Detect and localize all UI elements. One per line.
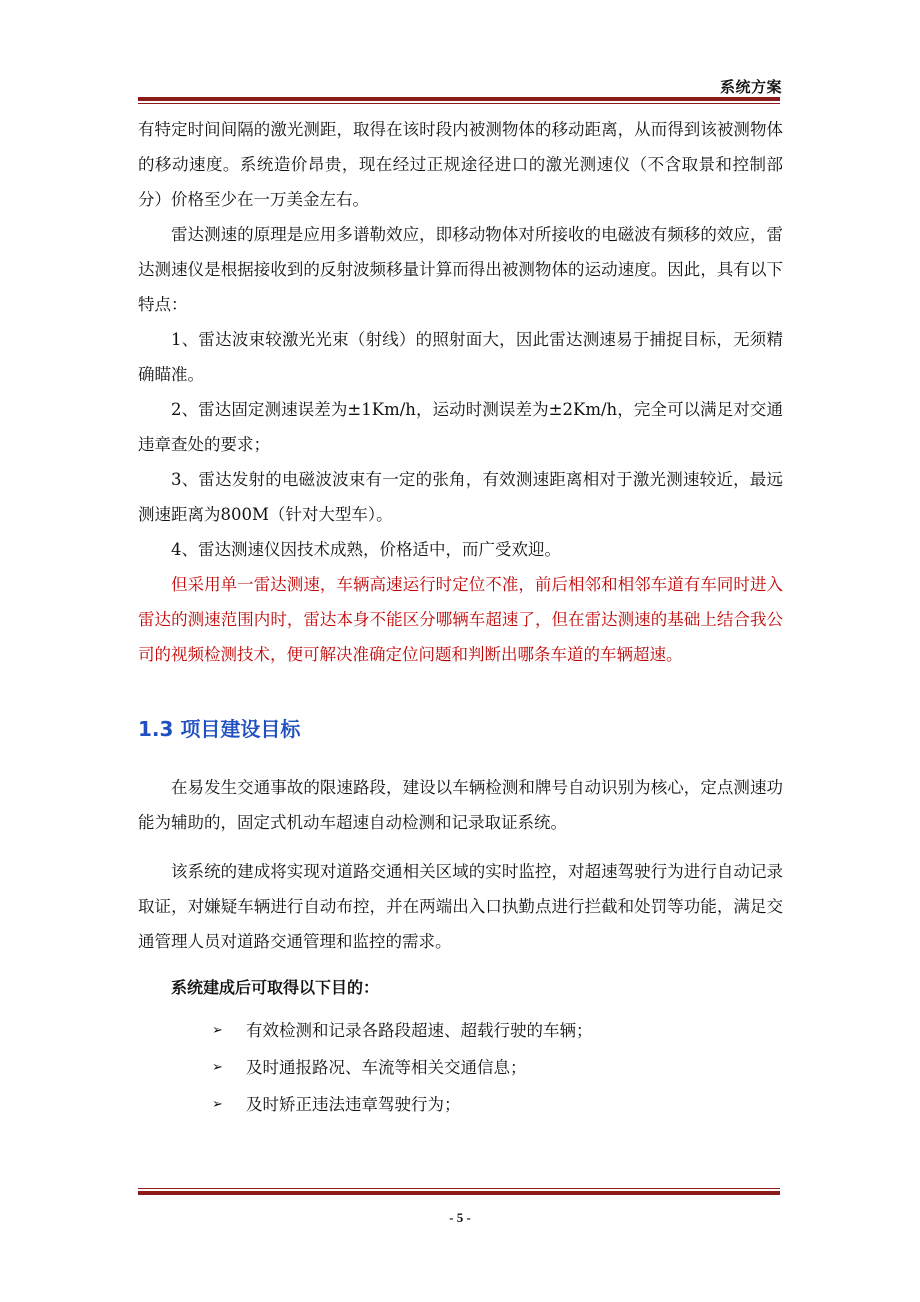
header-rule-thin: [138, 103, 780, 104]
radar-feature-4: 4、雷达测速仪因技术成熟，价格适中，而广受欢迎。: [171, 540, 561, 559]
arrow-bullet-icon: ➢: [212, 1060, 223, 1075]
goal-item: [138, 1086, 783, 1123]
goals-list: [138, 1012, 783, 1123]
arrow-bullet-icon: ➢: [212, 1097, 223, 1112]
radar-feature-1: 1、雷达波束较激光光束（射线）的照射面大，因此雷达测速易于捕捉目标，无须精确瞄准。: [138, 330, 783, 384]
footer-rule-thin: [138, 1188, 780, 1189]
goals-intro: 系统建成后可取得以下目的：: [171, 978, 380, 997]
body-paragraph: 雷达测速的原理是应用多谱勒效应，即移动物体对所接收的电磁波有频移的效应，雷达测速仪是根据接收到的反射波频移量计算而得出被测物体的运动速度。因此，具有以下特点：: [138, 225, 783, 314]
arrow-bullet-icon: ➢: [212, 1023, 223, 1038]
goal-item: [138, 1012, 783, 1049]
section-heading: 1.3 项目建设目标: [138, 717, 301, 741]
page-number: - 5 -: [449, 1210, 471, 1225]
section-paragraph: 该系统的建成将实现对道路交通相关区域的实时监控，对超速驾驶行为进行自动记录取证，对嫌疑车辆进行自动布控，并在两端出入口执勤点进行拦截和处罚等功能，满足交通管理人员对道路交通管理和监控的需求。: [138, 862, 783, 951]
radar-feature-3: 3、雷达发射的电磁波波束有一定的张角，有效测速距离相对于激光测速较近，最远测速距离为800M（针对大型车）。: [138, 470, 783, 524]
goal-text: 及时通报路况、车流等相关交通信息；: [246, 1058, 527, 1077]
header-title: 系统方案: [719, 78, 782, 96]
body-paragraph: 有特定时间间隔的激光测距，取得在该时段内被测物体的移动距离，从而得到该被测物体的移动速度。系统造价昂贵，现在经过正规途径进口的激光测速仪（不含取景和控制部分）价格至少在一万美金左右。: [138, 120, 783, 209]
goal-item: [138, 1049, 783, 1086]
page-content: [138, 112, 783, 1123]
radar-feature-2: 2、雷达固定测速误差为±1Km/h，运动时测误差为±2Km/h，完全可以满足对交通违章查处的要求；: [138, 400, 783, 454]
section-paragraph: 在易发生交通事故的限速路段，建设以车辆检测和牌号自动识别为核心，定点测速功能为辅助的，固定式机动车超速自动检测和记录取证系统。: [138, 778, 783, 832]
highlighted-paragraph: 但采用单一雷达测速，车辆高速运行时定位不准，前后相邻和相邻车道有车同时进入雷达的测速范围内时，雷达本身不能区分哪辆车超速了，但在雷达测速的基础上结合我公司的视频检测技术，便可解决准确定位问题和判断出哪条车道的车辆超速。: [138, 575, 783, 664]
goal-text: 有效检测和记录各路段超速、超载行驶的车辆；: [246, 1021, 593, 1040]
footer-rule-thick: [138, 1191, 780, 1195]
goal-text: 及时矫正违法违章驾驶行为；: [246, 1095, 461, 1114]
header-rule-thick: [138, 97, 780, 101]
